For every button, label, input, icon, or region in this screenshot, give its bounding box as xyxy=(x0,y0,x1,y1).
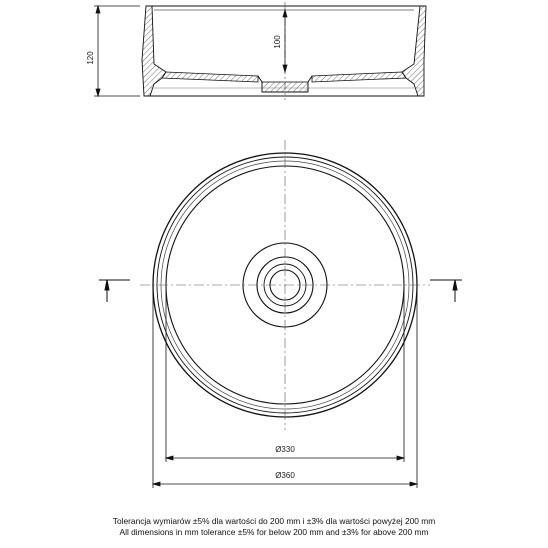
side-view-section xyxy=(142,6,426,96)
right-wall-section xyxy=(402,6,426,96)
left-wall-section xyxy=(142,6,166,96)
height-120-label: 120 xyxy=(86,51,95,65)
diameter-360-label: Ø360 xyxy=(275,471,295,480)
tolerance-note-english: All dimensions in mm tolerance ±5% for below 200 mm and ±3% for above 200 mm xyxy=(119,527,429,537)
section-indicator-right xyxy=(430,280,462,302)
bottom-section xyxy=(162,72,258,82)
section-indicator-left xyxy=(99,280,130,302)
diameter-330-label: Ø330 xyxy=(275,445,295,454)
height-dimension-120 xyxy=(94,6,140,96)
tolerance-note-polish: Tolerancja wymiarów ±5% dla wartości do 200 mm i ±3% dla wartości powyżej 200 mm xyxy=(112,516,436,526)
depth-100-label: 100 xyxy=(273,35,282,49)
bottom-section-right xyxy=(312,72,406,82)
depth-dimension-100 xyxy=(283,10,287,72)
